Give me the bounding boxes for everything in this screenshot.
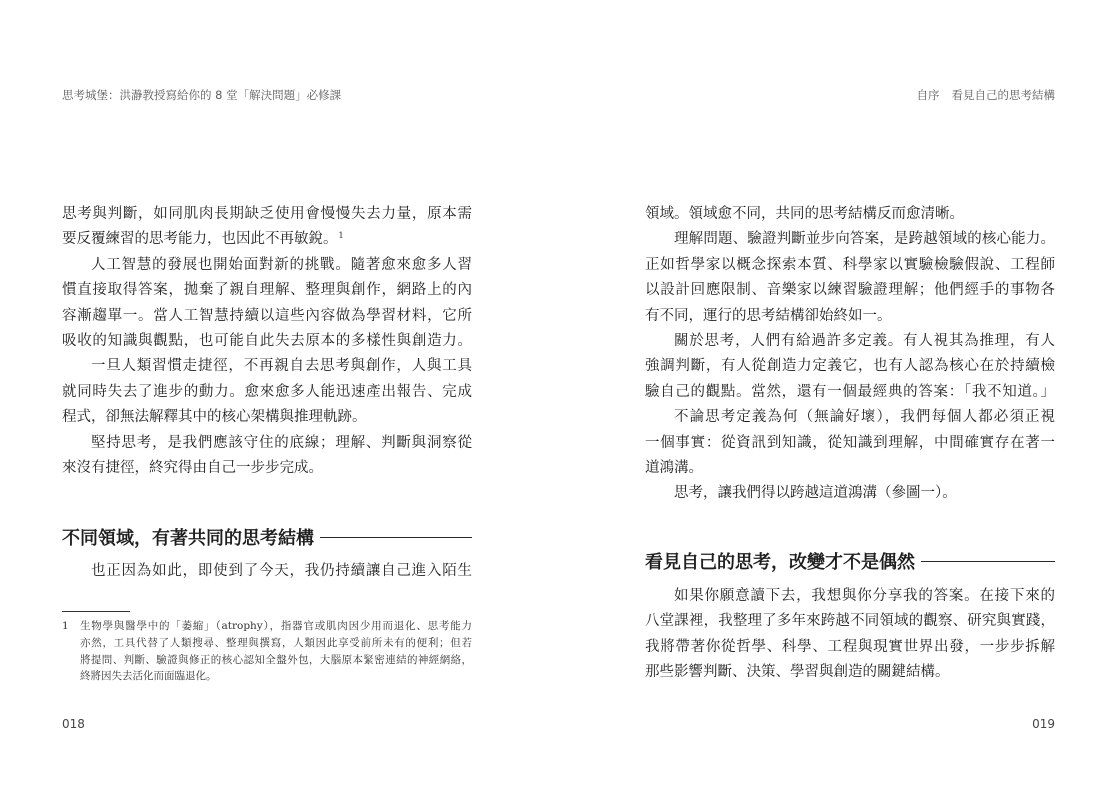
paragraph xyxy=(645,227,1055,329)
body-line: 思考，讓我們得以跨越這道鴻溝（參圖一）。 xyxy=(674,485,957,502)
section-heading xyxy=(645,548,1055,574)
body-line: 不論思考定義為何（無論好壞），我們每個人都必須正視 xyxy=(674,409,1055,426)
paragraph xyxy=(645,405,1055,481)
running-head-title: 看見自己的思考結構 xyxy=(951,88,1055,102)
body-line: 慣直接取得答案，拋棄了親自理解、整理與創作，網路上的內 xyxy=(62,282,472,299)
body-line: 人工智慧的發展也開始面對新的挑戰。隨著愈來愈多人習 xyxy=(91,256,472,273)
body-line xyxy=(62,227,472,252)
body-line: 理解問題、驗證判斷並步向答案，是跨越領域的核心能力。 xyxy=(674,231,1055,248)
body-line: 容漸趨單一。當人工智慧持續以這些內容做為學習材料，它所 xyxy=(62,307,472,324)
body-line: 吸收的知識與觀點，也可能自此失去原本的多樣性與創造力。 xyxy=(62,332,472,349)
body-line: 程式，卻無法解釋其中的核心架構與推理軌跡。 xyxy=(62,409,367,426)
body-line: 以設計回應限制、音樂家以練習驗證理解；他們經手的事物各 xyxy=(645,282,1055,299)
body-line: 也正因為如此，即使到了今天，我仍持續讓自己進入陌生 xyxy=(91,563,472,579)
paragraph xyxy=(645,202,1055,227)
running-head: 思考城堡：洪瀞教授寫給你的 8 堂「解決問題」必修課 xyxy=(62,88,342,102)
paragraph xyxy=(62,431,472,482)
body-line: 正如哲學家以概念探索本質、科學家以實驗檢驗假說、工程師 xyxy=(645,256,1055,273)
body-line: 思考與判斷，如同肌肉長期缺乏使用會慢慢失去力量，原本需 xyxy=(62,206,472,222)
paragraph xyxy=(62,559,472,584)
body-line: 八堂課裡，我整理了多年來跨越不同領域的觀察、研究與實踐， xyxy=(645,613,1055,630)
running-head xyxy=(917,87,1056,103)
footnote-reference: 1 xyxy=(338,230,344,240)
paragraph xyxy=(62,202,472,253)
section-heading-text: 看見自己的思考，改變才不是偶然 xyxy=(645,552,915,573)
body-line: 一旦人類習慣走捷徑，不再親自去思考與創作，人與工具 xyxy=(91,358,472,375)
body-line: 關於思考，人們有給過許多定義。有人視其為推理，有人 xyxy=(674,332,1055,349)
body-line: 道鴻溝。 xyxy=(645,459,703,476)
right-page xyxy=(559,0,1118,794)
body-line: 一個事實：從資訊到知識，從知識到理解，中間確實存在著一 xyxy=(645,434,1055,451)
body-line: 我將帶著你從哲學、科學、工程與現實世界出發，一步步拆解 xyxy=(645,638,1055,655)
page-number: 019 xyxy=(1032,717,1055,731)
body-text xyxy=(645,202,1055,507)
body-line: 強調判斷，有人從創造力定義它，也有人認為核心在於持續檢 xyxy=(645,358,1055,375)
footnote-line: 生物學與醫學中的「萎縮」（atrophy），指器官或肌肉因少用而退化、思考能力 xyxy=(80,620,472,632)
body-line: 來沒有捷徑，終究得由自己一步步完成。 xyxy=(62,459,323,476)
body-line: 堅持思考，是我們應該守住的底線；理解、判斷與洞察從 xyxy=(91,434,472,451)
paragraph xyxy=(645,329,1055,405)
body-line: 有不同，運行的思考結構卻始終如一。 xyxy=(645,307,892,324)
paragraph xyxy=(645,584,1055,686)
body-line: 就同時失去了進步的動力。愈來愈多人能迅速產出報告、完成 xyxy=(62,383,472,400)
body-line: 那些影響判斷、決策、學習與創造的關鍵結構。 xyxy=(645,664,950,681)
page-number: 018 xyxy=(62,717,85,731)
footnote-line: 亦然，工具代替了人類搜尋、整理與撰寫，人類因此享受前所未有的便利；但若 xyxy=(80,636,472,649)
footnote-text xyxy=(80,618,472,685)
body-text xyxy=(645,584,1055,686)
footnote-line: 將提問、判斷、驗證與修正的核心認知全盤外包，大腦原本緊密連結的神經網絡， xyxy=(80,653,472,666)
footnote-line: 終將因失去活化而面臨退化。 xyxy=(80,670,217,683)
body-line: 領域。領域愈不同，共同的思考結構反而愈清晰。 xyxy=(645,206,964,222)
body-line: 如果你願意讀下去，我想與你分享我的答案。在接下來的 xyxy=(674,588,1055,604)
paragraph xyxy=(645,481,1055,506)
heading-rule xyxy=(921,561,1055,562)
running-head-chapter: 自序 xyxy=(916,88,940,102)
footnote-marker: 1 xyxy=(62,620,69,632)
body-text xyxy=(62,559,472,584)
paragraph xyxy=(62,354,472,430)
body-line: 驗自己的觀點。當然，還有一個最經典的答案：「我不知道。」 xyxy=(645,383,1055,400)
section-heading xyxy=(62,524,472,550)
body-line-text: 要反覆練習的思考能力，也因此不再敏銳。 xyxy=(62,231,338,248)
section-heading-text: 不同領域，有著共同的思考結構 xyxy=(62,528,314,549)
body-text xyxy=(62,202,472,481)
paragraph xyxy=(62,253,472,355)
footnote-rule xyxy=(62,611,130,612)
heading-rule xyxy=(320,537,472,538)
footnote xyxy=(62,618,472,685)
